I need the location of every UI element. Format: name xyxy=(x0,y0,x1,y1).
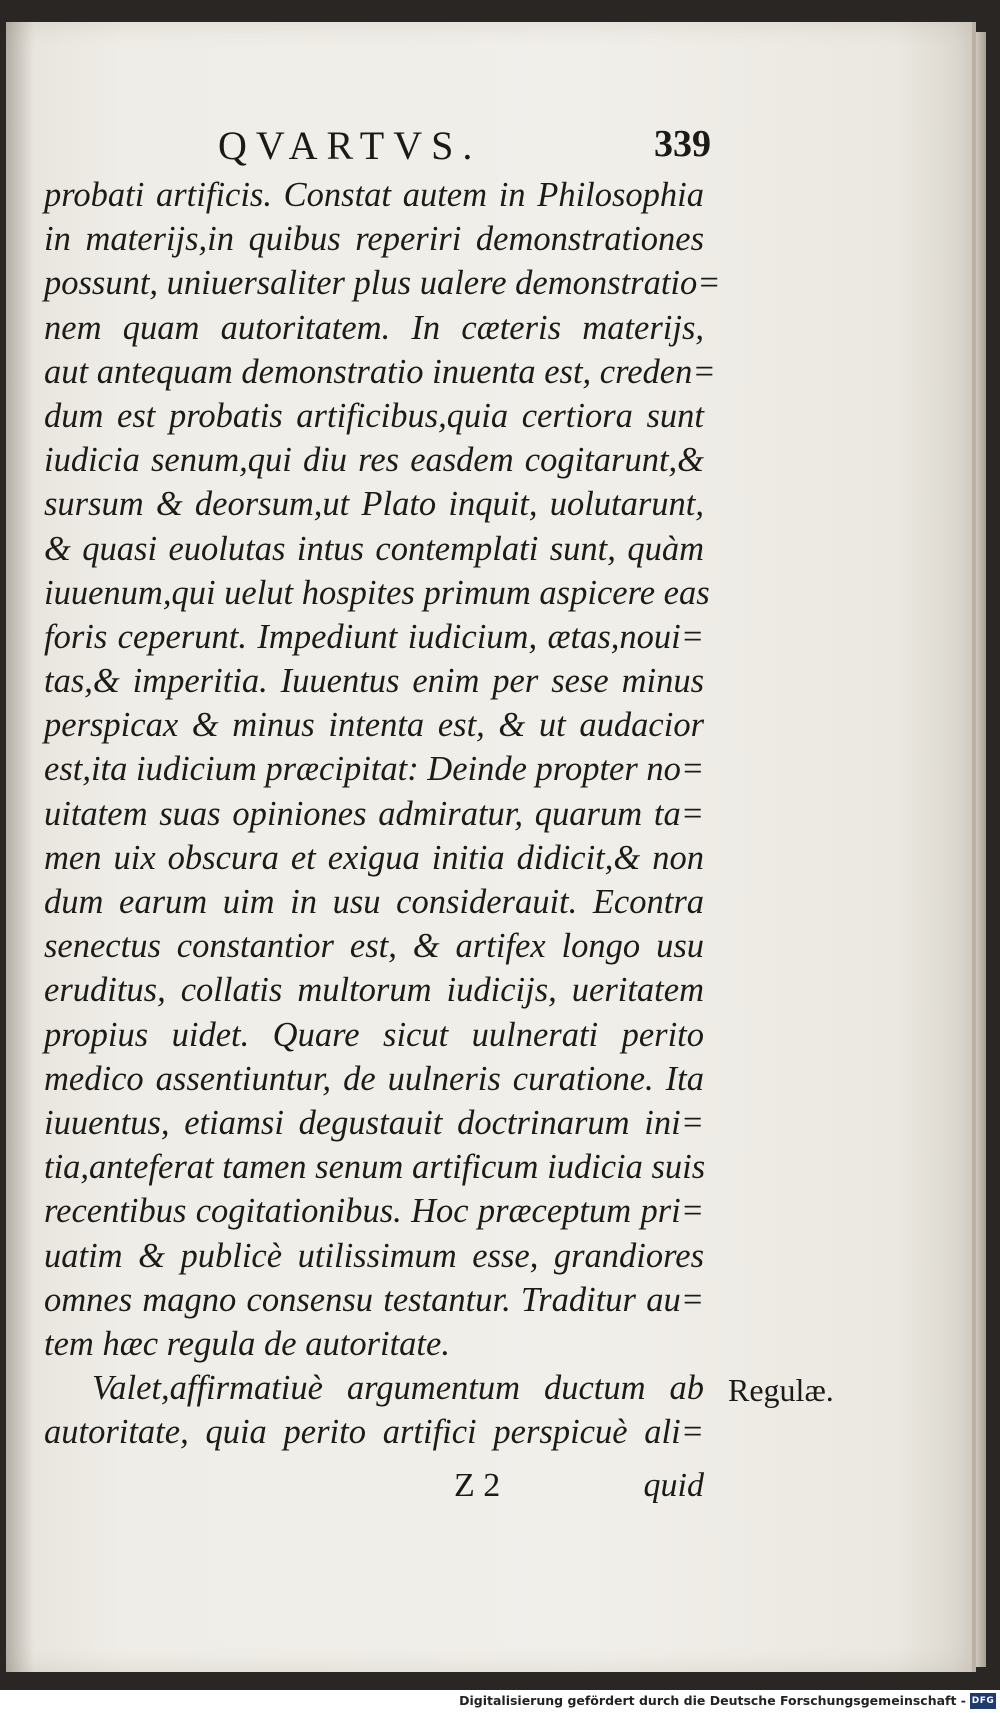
text-line: iudicia senum,qui diu res easdem cogitarunt,& xyxy=(44,441,704,480)
text-line: tia,anteferat tamen senum artificum iudicia suis xyxy=(44,1148,706,1187)
text-line: nem quam autoritatem. In cæteris materijs, xyxy=(44,308,704,347)
text-line: medico assentiuntur, de uulneris curatione. Ita xyxy=(44,1059,704,1098)
text-line: in materijs,in quibus reperiri demonstrationes xyxy=(44,220,704,259)
text-line: omnes magno consensu testantur. Traditur au= xyxy=(44,1280,704,1319)
text-line: eruditus, collatis multorum iudicijs, ueritatem xyxy=(44,971,704,1010)
text-line: dum est probatis artificibus,quia certiora sunt xyxy=(44,396,704,435)
dfg-logo-icon: DFG xyxy=(970,1693,996,1709)
text-line: propius uidet. Quare sicut uulnerati perito xyxy=(44,1015,704,1054)
text-line: perspicax & minus intenta est, & ut audacior xyxy=(44,706,704,745)
spine-shadow xyxy=(6,22,34,1672)
digitization-footer xyxy=(0,1690,1000,1713)
text-line: foris ceperunt. Impediunt iudicium, ætas,noui= xyxy=(44,617,704,656)
book-page xyxy=(6,22,976,1672)
text-line: autoritate, quia perito artifici perspicuè ali= xyxy=(44,1413,704,1452)
margin-note: Regulæ. xyxy=(728,1372,834,1408)
page-edge xyxy=(976,32,986,1667)
text-line: men uix obscura et exigua initia didicit,& non xyxy=(44,838,704,877)
text-line: iuuenum,qui uelut hospites primum aspicere eas xyxy=(44,573,710,612)
text-line: tas,& imperitia. Iuuentus enim per sese minus xyxy=(44,662,704,701)
body-text xyxy=(44,173,721,1454)
text-line: & quasi euolutas intus contemplati sunt, quàm xyxy=(44,529,704,568)
text-line: tem hæc regula de autoritate. xyxy=(44,1324,450,1363)
running-head: QVARTVS. xyxy=(218,123,482,168)
text-line: iuuentus, etiamsi degustauit doctrinarum ini= xyxy=(44,1103,704,1142)
text-line: uitatem suas opiniones admiratur, quarum ta= xyxy=(44,794,704,833)
text-line: senectus constantior est, & artifex longo usu xyxy=(44,927,704,966)
text-line: dum earum uim in usu considerauit. Econtra xyxy=(44,883,704,921)
page-number: 339 xyxy=(654,123,711,165)
footer-credit: Digitalisierung gefördert durch die Deutsche Forschungsgemeinschaft - xyxy=(459,1693,966,1708)
text-line: aut antequam demonstratio inuenta est, creden= xyxy=(44,352,716,391)
text-line: uatim & publicè utilissimum esse, grandiores xyxy=(44,1236,704,1275)
text-line: sursum & deorsum,ut Plato inquit, uolutarunt, xyxy=(44,485,704,524)
catchword: quid xyxy=(643,1467,704,1504)
text-line: possunt, uniuersaliter plus ualere demonstratio= xyxy=(44,264,721,303)
catchline xyxy=(44,1467,704,1511)
signature-mark: Z 2 xyxy=(454,1467,501,1504)
text-line: probati artificis. Constat autem in Philosophia xyxy=(44,176,704,214)
text-line: est,ita iudicium præcipitat: Deinde propter no= xyxy=(44,750,705,789)
text-line: Valet,affirmatiuè argumentum ductum ab xyxy=(92,1369,704,1408)
text-line: recentibus cogitationibus. Hoc præceptum pri= xyxy=(44,1192,704,1231)
